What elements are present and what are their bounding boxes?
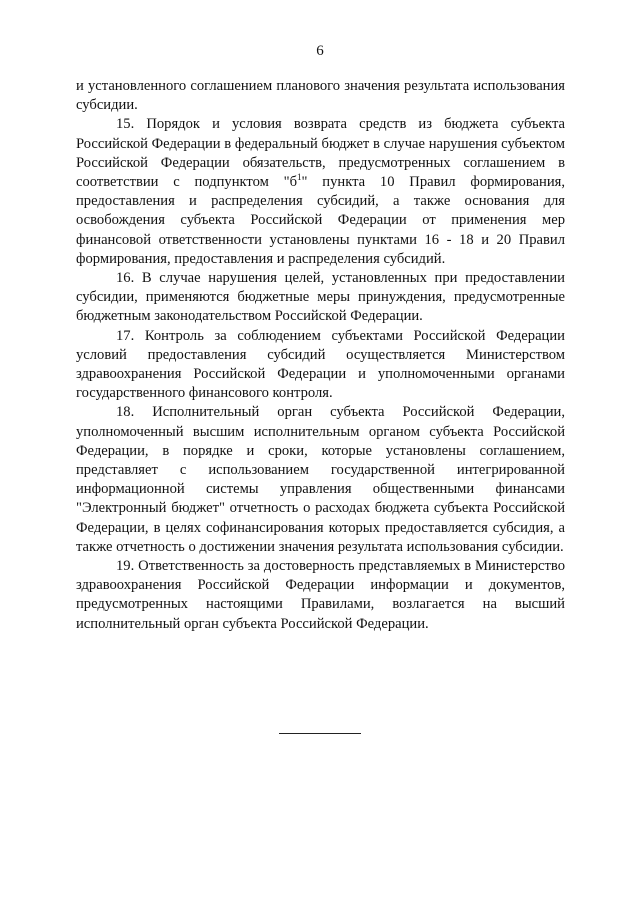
paragraph-15-superscript: 1 — [297, 172, 302, 183]
document-body — [76, 77, 565, 634]
paragraph-17: 17. Контроль за соблюдением субъектами Российской Федерации условий предоставления субсидий осуществляется Министерством здравоохранения Российской Федерации и уполномоченными органами государственного финансового контроля. — [76, 327, 565, 402]
paragraph-19: 19. Ответственность за достоверность представляемых в Министерство здравоохранения Российской Федерации информации и документов, предусмотренных настоящими Правилами, возлагается на высший исполнительный орган субъекта Российской Федерации. — [76, 558, 565, 632]
paragraph-15-text-before: 15. Порядок и условия возврата средств из бюджета субъекта Российской Федерации в федеральный бюджет в случае нарушения субъектом Российской Федерации обязательств, предусмотренных соглашением в соответствии с подпунктом "б — [76, 116, 565, 191]
paragraph-18: 18. Исполнительный орган субъекта Российской Федерации, уполномоченный высшим исполнительным органом субъекта Российской Федерации, в порядке и сроки, которые установлены соглашением, представляет с использованием государственной интегрированной информационной системы управления общественными финансами "Электронный бюджет" отчетность о расходах бюджета субъекта Российской Федерации, в целях софинансирования которых предоставляется субсидия, а также отчетность о достижении значения результата использования субсидии. — [76, 404, 565, 555]
paragraph-16: 16. В случае нарушения целей, установленных при предоставлении субсидии, применяются бюджетные меры принуждения, предусмотренные бюджетным законодательством Российской Федерации. — [76, 270, 565, 325]
end-divider-line — [279, 733, 361, 734]
page-number: 6 — [316, 43, 324, 59]
paragraph-15 — [76, 115, 565, 269]
paragraph-15-text-after: " пункта 10 Правил формирования, предоставления и распределения субсидий, а также основания для освобождения субъекта Российской Федерации от применения мер финансовой ответственности установлены пунктами 16 - 18 и 20 Правил формирования, предоставления и распределения субсидий. — [76, 174, 565, 267]
paragraph-continuation: и установленного соглашением планового значения результата использования субсидии. — [76, 78, 565, 114]
